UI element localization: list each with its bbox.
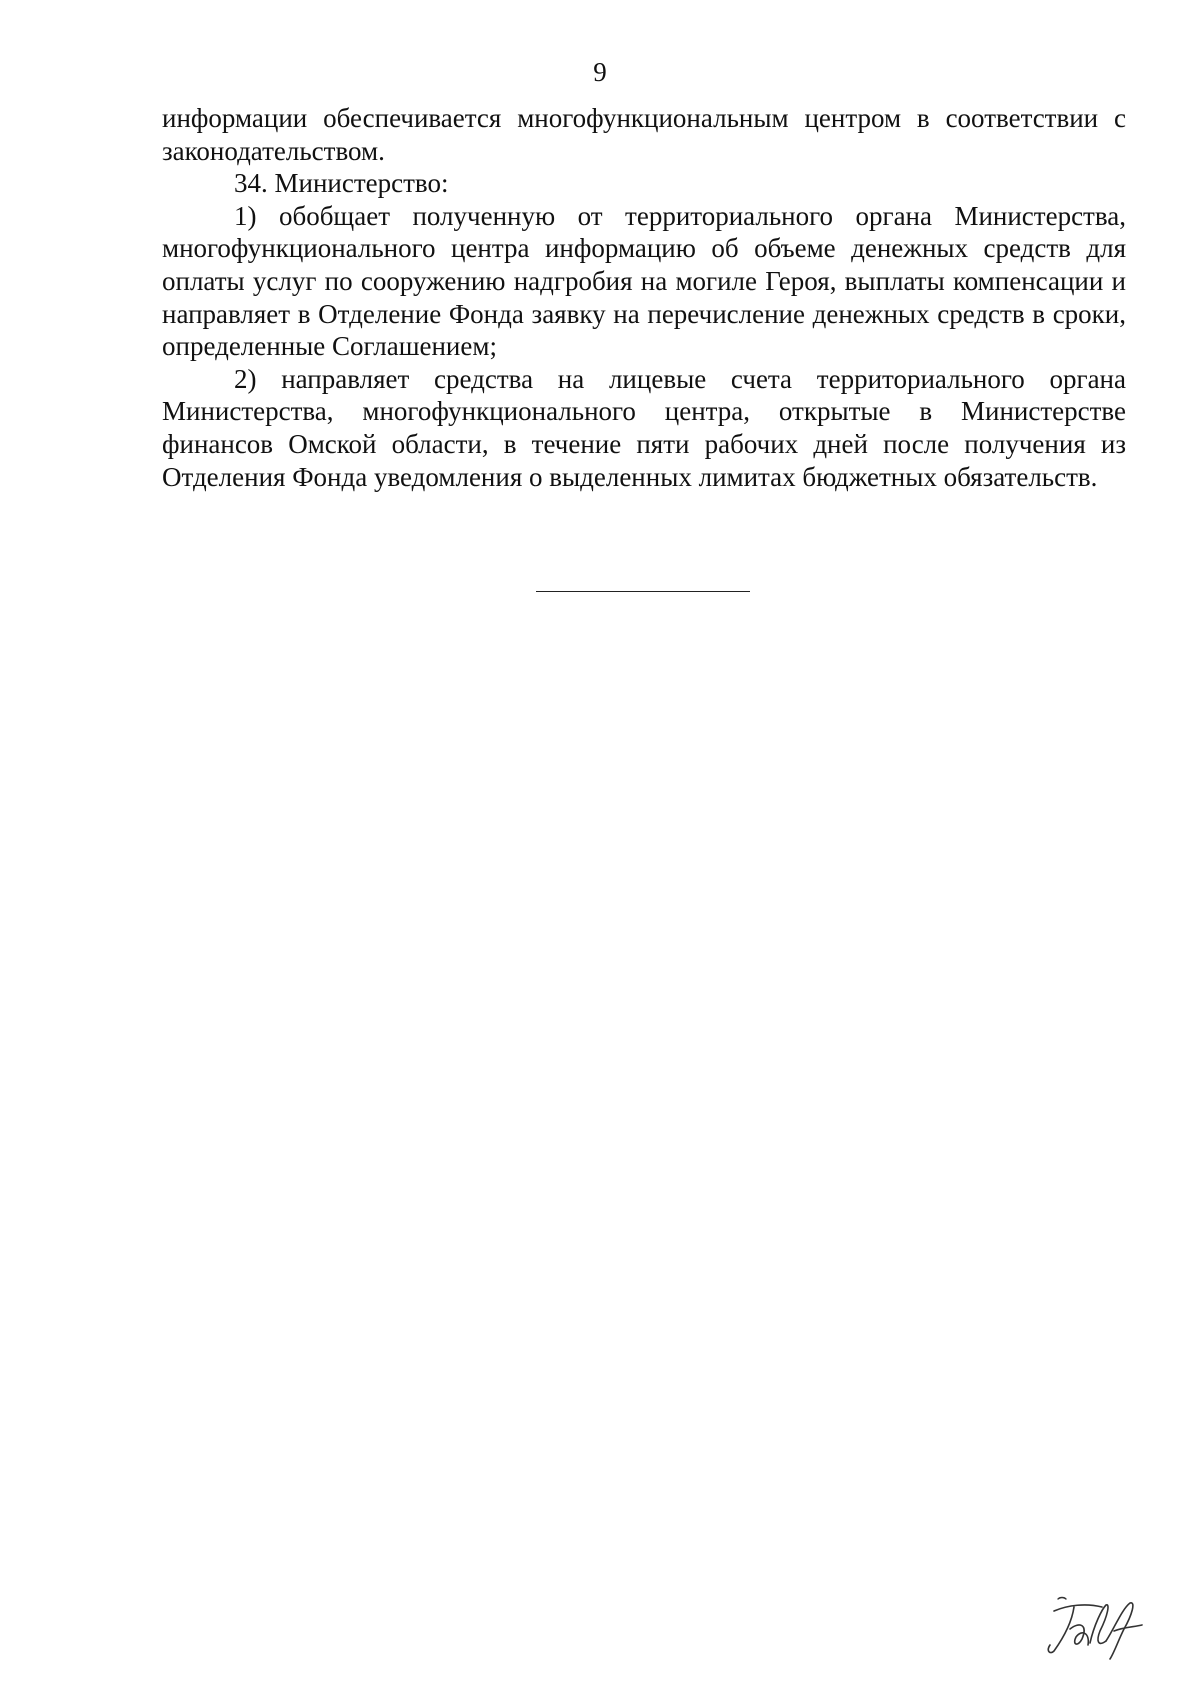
paragraph-continuation: информации обеспечивается многофункциональным центром в соответствии с законодательством. (162, 103, 1126, 166)
document-body (162, 102, 1126, 493)
paragraph-section-34: 34. Министерство: (234, 168, 449, 199)
page-number: 9 (593, 57, 607, 87)
paragraph-item-2: 2) направляет средства на лицевые счета территориального органа Министерства, многофункционального центра, открытые в Министерстве финансов Омской области, в течение пяти рабочих дней после получения из Отделения Фонда уведомления о выделенных лимитах бюджетных обязательств. (162, 363, 1126, 492)
signature-initials-icon (1040, 1595, 1150, 1665)
end-of-text-divider (536, 591, 750, 592)
paragraph-item-1: 1) обобщает полученную от территориального органа Министерства, многофункционального центра информацию об объеме денежных средств для оплаты услуг по сооружению надгробия на могиле Героя, выплаты компенсации и направляет в Отделение Фонда заявку на перечисление денежных средств в сроки, определенные Соглашением; (162, 200, 1126, 362)
